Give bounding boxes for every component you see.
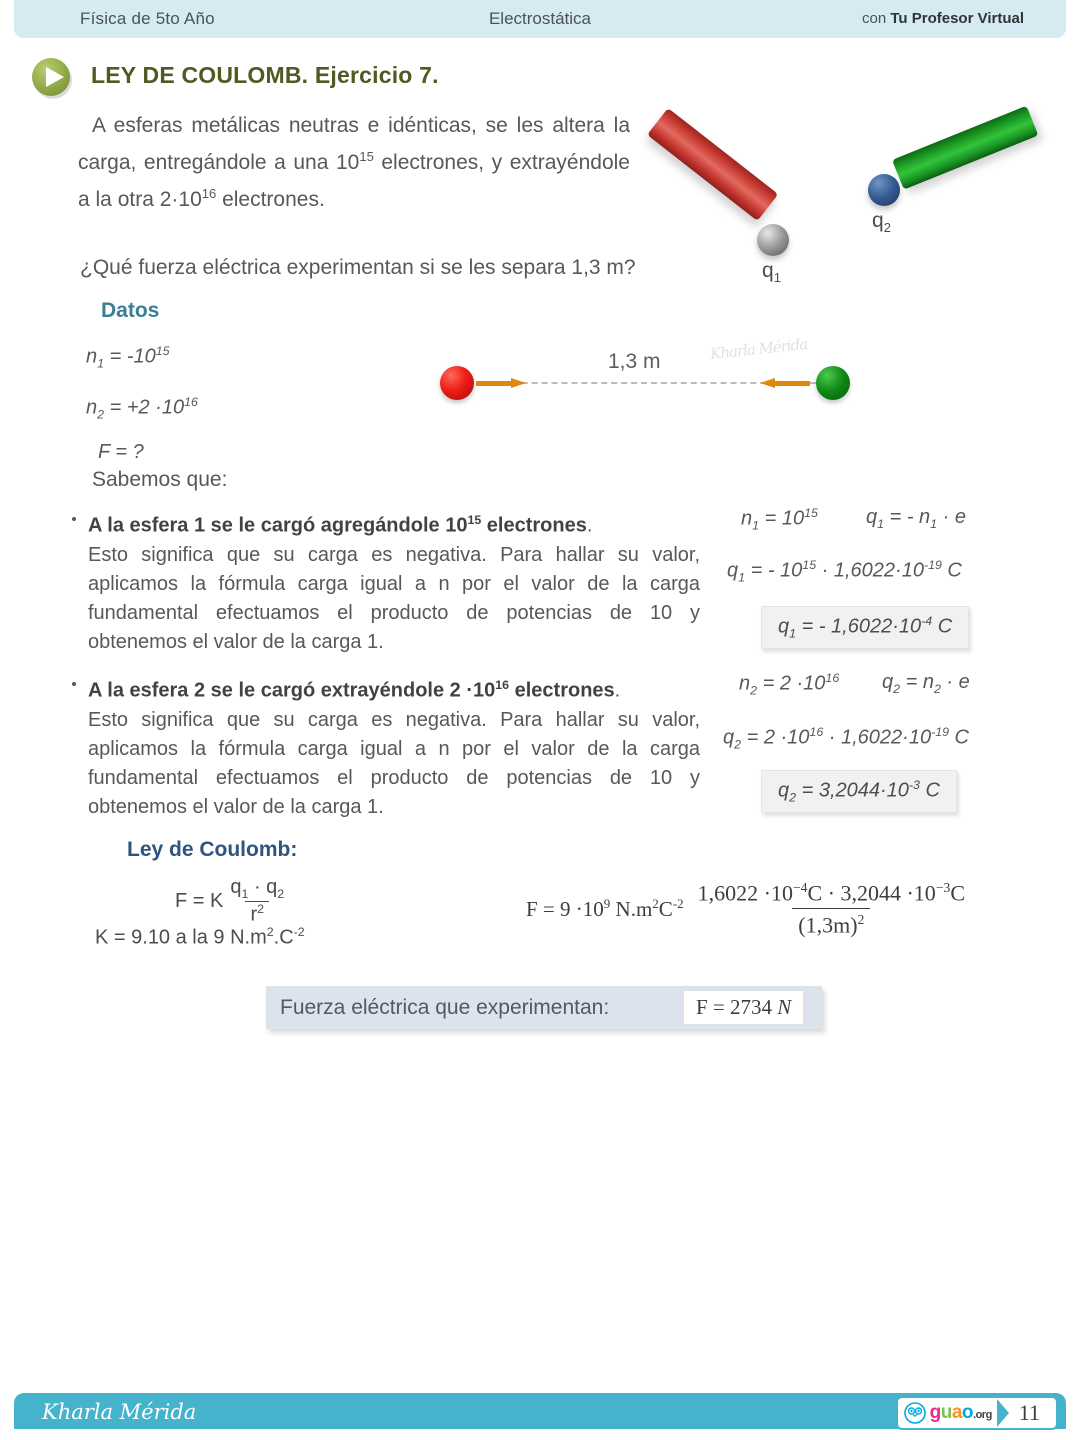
bullet2-lead-exp: 16 bbox=[495, 678, 510, 692]
force-equation-denominator: $(1,3m)^2$ bbox=[792, 908, 870, 938]
owl-icon bbox=[904, 1402, 926, 1424]
guao-wordmark: guao.org bbox=[929, 1402, 992, 1423]
result-box-q1: $q_1$ = - $1,6022\cdot 10^{-4}$ C bbox=[761, 606, 969, 649]
datos-heading: Datos bbox=[101, 299, 160, 322]
distance-diagram bbox=[430, 334, 860, 416]
bullet2-body: Esto significa que su carga es negativa. Para hallar su valor, aplicamos la fórmula carga igual a n por el valor de la carga fundamental efectuamos el producto de potencias de 10 y obtenemos el valor de la carga 1. bbox=[88, 708, 700, 818]
force-equation-fraction bbox=[692, 880, 971, 937]
force-arrow-left-pointing bbox=[760, 378, 810, 388]
formula-q2-definition: $q_2 = n_2 \cdot e$ bbox=[882, 671, 970, 696]
formula-n1: $n_1 = 10^{15}$ bbox=[741, 506, 818, 533]
header-brand-bold: Tu Profesor Virtual bbox=[890, 10, 1024, 27]
label-q1: $q_1$ bbox=[762, 259, 781, 286]
guao-logo[interactable] bbox=[896, 1396, 1058, 1430]
bullet1-lead-end: . bbox=[586, 514, 593, 537]
datos-row-n1: $n_1 = -10^{15}$ bbox=[86, 344, 170, 371]
statement-line1: A esferas metálicas neutras e idénticas, se les altera la carga, entregándole a una 10 bbox=[78, 114, 630, 174]
statement-line3: electrones. bbox=[216, 188, 325, 211]
page-footer bbox=[14, 1393, 1066, 1429]
formula-q2-substituted: $q_2 = 2 \cdot 10^{16} \cdot 1,6022\cdot 10^{-19}$ C bbox=[723, 725, 969, 752]
bullet-item-sphere1 bbox=[74, 506, 700, 657]
bullet1-lead-a: A la esfera 1 se le cargó agregándole 10 bbox=[88, 514, 468, 537]
bullet-dot-icon bbox=[72, 682, 76, 686]
page-header bbox=[14, 0, 1066, 38]
bullet-dot-icon bbox=[72, 517, 76, 521]
distance-label: 1,3 m bbox=[608, 350, 661, 373]
page-title: LEY DE COULOMB. Ejercicio 7. bbox=[91, 62, 439, 88]
bullet2-lead-a: A la esfera 2 se le cargó extrayéndole 2 ·10 bbox=[88, 679, 496, 702]
header-brand-label: con Tu Profesor Virtual bbox=[862, 10, 1024, 27]
page-number: 11 bbox=[1018, 1400, 1040, 1425]
footer-author-name: Kharla Mérida bbox=[42, 1400, 197, 1424]
final-answer-bar bbox=[266, 986, 822, 1029]
coulomb-constant-line: K = 9.10 a la 9 $N.m^2.C^{-2}$ bbox=[95, 925, 305, 949]
final-answer-label: Fuerza eléctrica que experimentan: bbox=[280, 996, 610, 1019]
statement-exp1: 15 bbox=[359, 149, 374, 164]
watermark-signature: Kharla Mérida bbox=[709, 334, 808, 364]
charge-sphere-red bbox=[440, 366, 474, 400]
force-calculation-equation bbox=[526, 880, 973, 937]
datos-row-f: F = ? bbox=[98, 441, 144, 464]
datos-row-n2: $n_2 = +2 \cdot 10^{16}$ bbox=[86, 394, 198, 422]
charge-sphere-green bbox=[816, 366, 850, 400]
bullet1-body: Esto significa que su carga es negativa. Para hallar su valor, aplicamos la fórmula carga igual a n por el valor de la carga fundamental efectuamos el producto de potencias de 10 y obtenemos el valor de la carga 1. bbox=[88, 543, 700, 653]
label-q2: $q_2$ bbox=[872, 209, 891, 236]
header-topic-label: Electrostática bbox=[488, 9, 592, 28]
coulomb-fraction bbox=[225, 876, 289, 927]
final-answer-value: F = 2734 N bbox=[684, 991, 803, 1024]
formula-q1-definition: $q_1$ = - $n_1 \cdot e$ bbox=[866, 506, 966, 531]
formula-q1-substituted: $q_1$ = - $10^{15} \cdot 1,6022\cdot 10^{-19}$ C bbox=[727, 558, 962, 585]
statement-line2: electrones, y extrayéndole a la otra 2·10 bbox=[78, 151, 630, 211]
formula-n2: $n_2 = 2 \cdot 10^{16}$ bbox=[739, 671, 840, 698]
bullet1-lead-exp: 15 bbox=[467, 513, 482, 527]
bullet1-lead-b: electrones bbox=[481, 514, 587, 537]
problem-statement bbox=[78, 110, 630, 215]
decorative-gray-sphere-q1 bbox=[757, 224, 789, 256]
force-equation-numerator: $1,6022 \cdot 10^{-4}C \cdot 3,2044 \cdot 10^{-3}C$ bbox=[697, 880, 965, 906]
force-equation-lhs: $F = 9 \cdot 10^9$ $N.m^2C^{-2}$ bbox=[526, 895, 684, 921]
coulomb-lhs: F = K bbox=[175, 889, 224, 912]
bullet2-lead-b: electrones bbox=[509, 679, 615, 702]
play-icon bbox=[31, 57, 73, 99]
coulomb-denominator: $r^2$ bbox=[245, 901, 269, 927]
header-course-label: Física de 5to Año bbox=[80, 9, 215, 28]
coulomb-law-heading: Ley de Coulomb: bbox=[127, 838, 298, 861]
sabemos-heading: Sabemos que: bbox=[92, 468, 228, 491]
result-box-q2: $q_2 = 3,2044\cdot 10^{-3}$ C bbox=[761, 770, 957, 813]
datos-list bbox=[86, 332, 198, 471]
force-arrow-right-pointing bbox=[476, 378, 526, 388]
coulomb-numerator: $q_1 \cdot q_2$ bbox=[230, 876, 285, 901]
decorative-red-bar-icon bbox=[647, 108, 778, 221]
bullet-item-sphere2 bbox=[74, 671, 700, 822]
coulomb-law-formula bbox=[175, 876, 291, 927]
decorative-blue-sphere-q2 bbox=[868, 174, 900, 206]
problem-question: ¿Qué fuerza eléctrica experimentan si se les separa 1,3 m? bbox=[80, 256, 636, 279]
bullet2-lead-end: . bbox=[614, 679, 621, 702]
statement-exp2: 16 bbox=[201, 186, 217, 201]
chevron-right-icon bbox=[997, 1399, 1009, 1427]
decorative-green-bar-icon bbox=[892, 106, 1038, 190]
